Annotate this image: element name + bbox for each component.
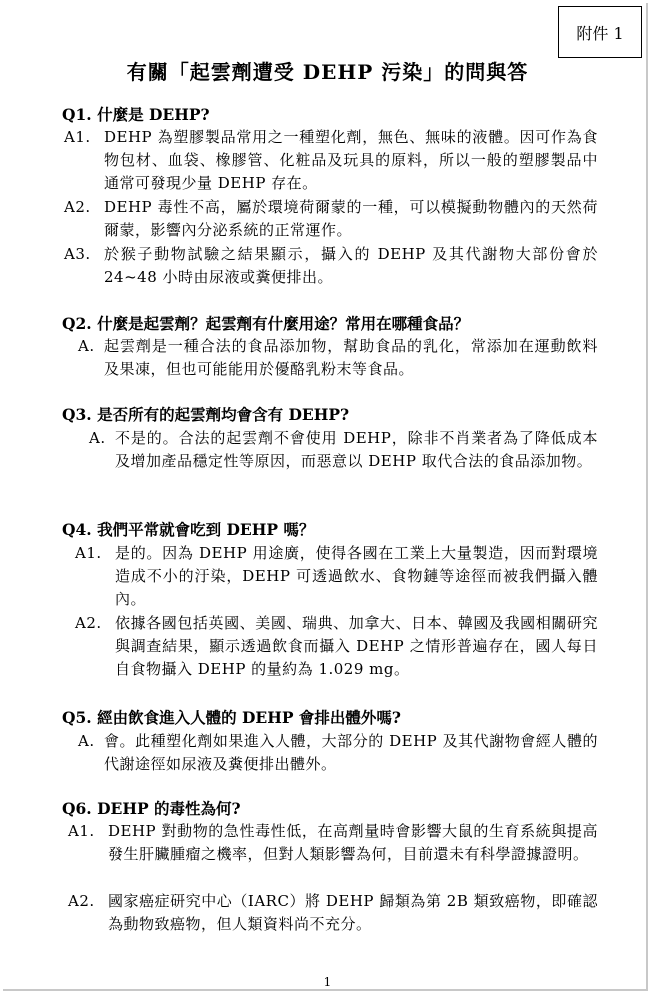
answer-5: [78, 730, 598, 776]
answer-text: 是的。因為 DEHP 用途廣，使得各國在工業上大量製造，因而對環境造成不小的汙染，DEHP 可透過飲水、食物鏈等途徑而被我們攝入體內。: [115, 544, 598, 608]
document-title: 有關「起雲劑遭受 DEHP 污染」的問與答: [126, 60, 529, 84]
answer-6-2: [68, 890, 598, 936]
answer-label: A1.: [64, 128, 91, 146]
answer-label: A2.: [75, 614, 102, 632]
answer-text: DEHP 毒性不高，屬於環境荷爾蒙的一種，可以模擬動物體內的天然荷爾蒙，影響內分泌系統的正常運作。: [104, 198, 598, 239]
answer-label: A.: [89, 429, 106, 447]
answer-label: A.: [78, 337, 95, 355]
answer-1-2: [64, 196, 598, 242]
answer-text: 依據各國包括英國、美國、瑞典、加拿大、日本、韓國及我國相關研究與調查結果，顯示透過飲食而攝入 DEHP 之情形普遍存在，國人每日自食物攝入 DEHP 的量約為 1.029 mg。: [115, 614, 598, 678]
answer-label: A1.: [68, 822, 95, 840]
answer-text: 於猴子動物試驗之結果顯示，攝入的 DEHP 及其代謝物大部份會於 24~48 小時由尿液或糞便排出。: [104, 245, 598, 286]
answer-text: DEHP 對動物的急性毒性低，在高劑量時會影響大鼠的生育系統與提高發生肝臟腫瘤之機率，但對人類影響為何，目前還未有科學證據證明。: [108, 822, 598, 863]
answer-3: [89, 427, 598, 473]
answer-label: A2.: [68, 892, 95, 910]
answer-text: 不是的。合法的起雲劑不會使用 DEHP，除非不肖業者為了降低成本及增加產品穩定性等原因，而惡意以 DEHP 取代合法的食品添加物。: [115, 429, 598, 470]
answer-label: A3.: [64, 245, 91, 263]
answer-4-1: [75, 542, 598, 611]
answer-2: [78, 335, 598, 381]
answer-text: DEHP 為塑膠製品常用之一種塑化劑，無色、無味的液體。因可作為食物包材、血袋、橡膠管、化粧品及玩具的原料，所以一般的塑膠製品中通常可發現少量 DEHP 存在。: [104, 128, 598, 192]
answer-1-1: [64, 126, 598, 195]
question-2: Q2. 什麼是起雲劑？起雲劑有什麼用途？常用在哪種食品？: [62, 314, 470, 333]
page-number: 1: [323, 975, 332, 989]
question-3: Q3. 是否所有的起雲劑均會含有 DEHP?: [62, 405, 350, 424]
question-4: Q4. 我們平常就會吃到 DEHP 嗎？: [62, 520, 315, 539]
answer-label: A1.: [75, 544, 102, 562]
answer-text: 起雲劑是一種合法的食品添加物，幫助食品的乳化，常添加在運動飲料及果凍，但也可能能用於優酪乳粉末等食品。: [104, 337, 598, 378]
answer-1-3: [64, 243, 598, 289]
answer-label: A.: [78, 732, 95, 750]
annex-label: 附件 1: [558, 6, 642, 58]
answer-4-2: [75, 612, 598, 681]
answer-text: 國家癌症研究中心（IARC）將 DEHP 歸類為第 2B 類致癌物，即確認為動物致癌物，但人類資料尚不充分。: [108, 892, 598, 933]
question-1: Q1. 什麼是 DEHP?: [62, 105, 210, 124]
question-5: Q5. 經由飲食進入人體的 DEHP 會排出體外嗎?: [62, 708, 402, 727]
answer-label: A2.: [64, 198, 91, 216]
answer-6-1: [68, 820, 598, 866]
question-6: Q6. DEHP 的毒性為何?: [62, 799, 241, 818]
answer-text: 會。此種塑化劑如果進入人體，大部分的 DEHP 及其代謝物會經人體的代謝途徑如尿液及糞便排出體外。: [104, 732, 598, 773]
